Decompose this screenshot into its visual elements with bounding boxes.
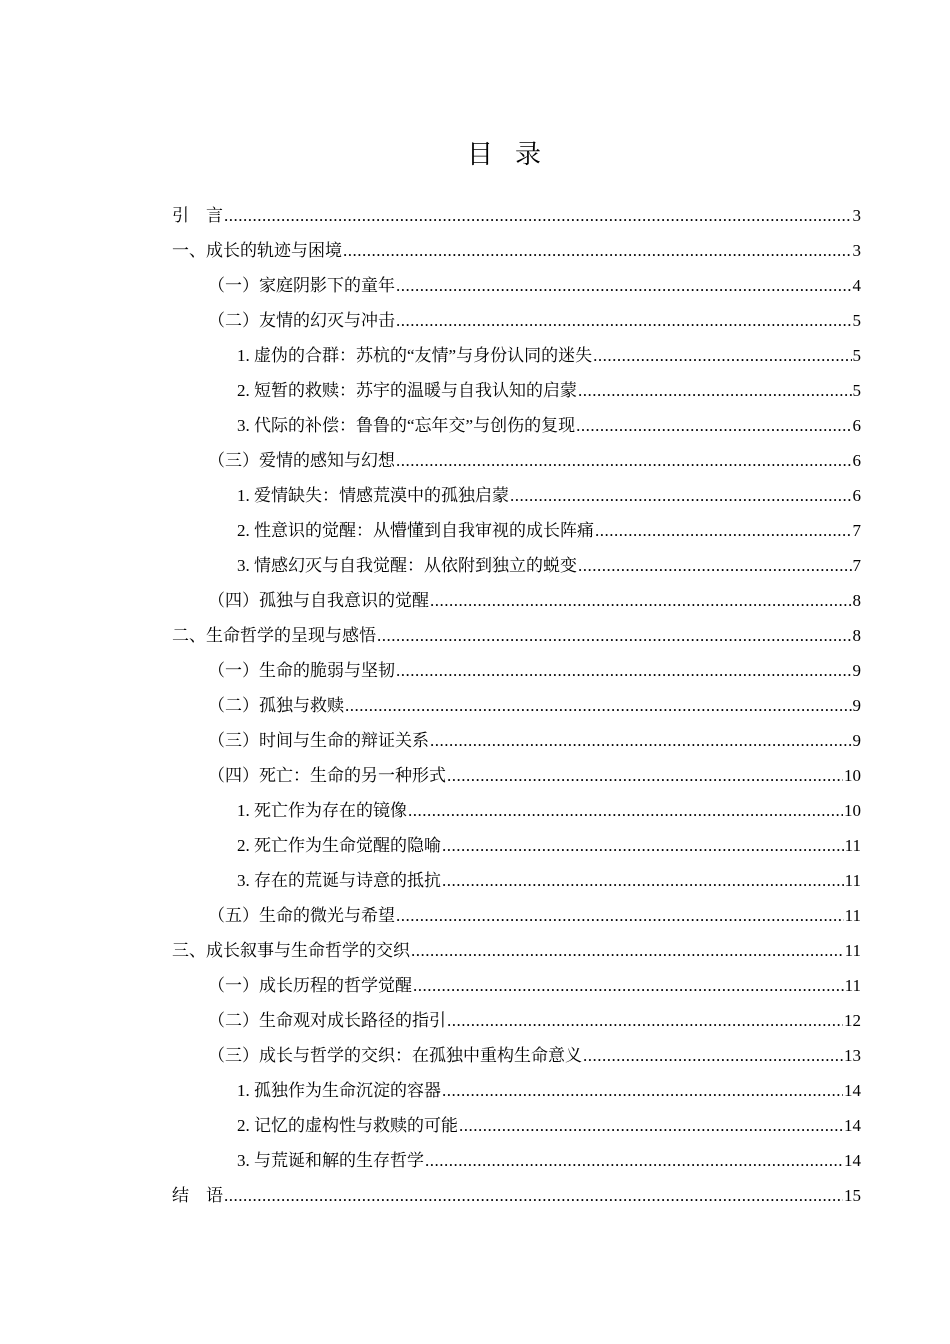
toc-entry-label: 1. 爱情缺失：情感荒漠中的孤独启蒙	[237, 486, 509, 505]
dot-leader	[396, 303, 852, 338]
toc-entry[interactable]	[172, 1108, 861, 1143]
toc-entry-label: 1. 孤独作为生命沉淀的容器	[237, 1081, 441, 1100]
dot-leader	[343, 233, 852, 268]
toc-entry-label: （四）死亡：生命的另一种形式	[208, 766, 446, 785]
toc-entry-label: （一）成长历程的哲学觉醒	[208, 976, 412, 995]
toc-entry[interactable]	[172, 933, 861, 968]
toc-entry-label: （三）爱情的感知与幻想	[208, 451, 395, 470]
toc-entry[interactable]	[172, 373, 861, 408]
toc-entry[interactable]	[172, 1003, 861, 1038]
toc-entry-page: 11	[844, 941, 861, 960]
toc-entry-page: 14	[844, 1151, 861, 1170]
dot-leader	[396, 443, 852, 478]
toc-entry[interactable]	[172, 548, 861, 583]
toc-entry[interactable]	[172, 723, 861, 758]
table-of-contents	[172, 198, 861, 1213]
toc-entry-label: 一、成长的轨迹与困境	[172, 241, 342, 260]
dot-leader	[447, 1003, 843, 1038]
toc-entry[interactable]	[172, 198, 861, 233]
toc-entry-label: （二）孤独与救赎	[208, 696, 344, 715]
toc-entry[interactable]	[172, 618, 861, 653]
dot-leader	[413, 968, 844, 1003]
toc-entry-label: 引 言	[172, 206, 223, 225]
toc-entry-label: （三）成长与哲学的交织：在孤独中重构生命意义	[208, 1046, 582, 1065]
toc-entry-label: 结 语	[172, 1186, 223, 1205]
toc-entry-label: 1. 死亡作为存在的镜像	[237, 801, 407, 820]
toc-entry-label: 3. 代际的补偿：鲁鲁的“忘年交”与创伤的复现	[237, 416, 576, 435]
toc-entry-label: （四）孤独与自我意识的觉醒	[208, 591, 429, 610]
dot-leader	[583, 1038, 843, 1073]
dot-leader	[408, 793, 843, 828]
toc-entry[interactable]	[172, 898, 861, 933]
dot-leader	[447, 758, 843, 793]
dot-leader	[510, 478, 852, 513]
toc-entry[interactable]	[172, 1038, 861, 1073]
toc-entry-page: 8	[852, 591, 861, 610]
toc-entry-page: 13	[844, 1046, 861, 1065]
toc-entry[interactable]	[172, 653, 861, 688]
dot-leader	[459, 1108, 843, 1143]
toc-entry-label: （五）生命的微光与希望	[208, 906, 395, 925]
toc-entry[interactable]	[172, 303, 861, 338]
dot-leader	[430, 583, 852, 618]
toc-entry-page: 6	[852, 451, 861, 470]
toc-entry[interactable]	[172, 793, 861, 828]
toc-entry-page: 3	[852, 241, 861, 260]
toc-entry-page: 12	[844, 1011, 861, 1030]
toc-entry[interactable]	[172, 478, 861, 513]
toc-entry-label: （二）友情的幻灭与冲击	[208, 311, 395, 330]
dot-leader	[430, 723, 852, 758]
dot-leader	[593, 338, 851, 373]
dot-leader	[224, 198, 852, 233]
toc-entry[interactable]	[172, 408, 861, 443]
toc-entry-page: 8	[852, 626, 861, 645]
toc-entry-page: 11	[844, 871, 861, 890]
toc-entry-page: 6	[852, 416, 861, 435]
toc-entry-label: （二）生命观对成长路径的指引	[208, 1011, 446, 1030]
toc-entry[interactable]	[172, 233, 861, 268]
dot-leader	[411, 933, 844, 968]
dot-leader	[442, 1073, 843, 1108]
toc-entry[interactable]	[172, 828, 861, 863]
toc-entry-page: 7	[852, 556, 861, 575]
toc-entry-page: 6	[852, 486, 861, 505]
toc-entry-page: 5	[852, 311, 861, 330]
toc-entry-page: 15	[844, 1186, 861, 1205]
dot-leader	[345, 688, 852, 723]
toc-entry-label: （一）家庭阴影下的童年	[208, 276, 395, 295]
toc-entry-label: （一）生命的脆弱与坚韧	[208, 661, 395, 680]
toc-entry-page: 14	[844, 1081, 861, 1100]
toc-entry[interactable]	[172, 443, 861, 478]
toc-entry-label: 2. 记忆的虚构性与救赎的可能	[237, 1116, 458, 1135]
toc-entry-label: 1. 虚伪的合群：苏杭的“友情”与身份认同的迷失	[237, 346, 593, 365]
toc-entry-page: 11	[844, 976, 861, 995]
toc-entry-label: 2. 死亡作为生命觉醒的隐喻	[237, 836, 441, 855]
dot-leader	[396, 898, 844, 933]
toc-entry-page: 5	[852, 346, 861, 365]
toc-entry[interactable]	[172, 583, 861, 618]
dot-leader	[442, 863, 844, 898]
toc-entry-page: 9	[852, 731, 861, 750]
toc-entry[interactable]	[172, 338, 861, 373]
toc-entry-page: 3	[852, 206, 861, 225]
dot-leader	[576, 408, 851, 443]
toc-entry-page: 14	[844, 1116, 861, 1135]
toc-entry-label: 2. 短暂的救赎：苏宇的温暖与自我认知的启蒙	[237, 381, 577, 400]
toc-entry-page: 7	[852, 521, 861, 540]
toc-entry-label: 3. 情感幻灭与自我觉醒：从依附到独立的蜕变	[237, 556, 577, 575]
toc-entry[interactable]	[172, 863, 861, 898]
toc-entry-page: 11	[844, 836, 861, 855]
toc-entry[interactable]	[172, 1178, 861, 1213]
dot-leader	[442, 828, 844, 863]
dot-leader	[578, 373, 852, 408]
toc-entry[interactable]	[172, 688, 861, 723]
dot-leader	[595, 513, 852, 548]
toc-entry-page: 9	[852, 696, 861, 715]
dot-leader	[377, 618, 852, 653]
dot-leader	[396, 653, 852, 688]
toc-entry-page: 10	[844, 766, 861, 785]
toc-entry-label: 2. 性意识的觉醒：从懵懂到自我审视的成长阵痛	[237, 521, 594, 540]
toc-entry-page: 11	[844, 906, 861, 925]
toc-entry-label: 三、成长叙事与生命哲学的交织	[172, 941, 410, 960]
toc-entry[interactable]	[172, 758, 861, 793]
dot-leader	[224, 1178, 843, 1213]
toc-entry-page: 4	[852, 276, 861, 295]
toc-entry[interactable]	[172, 968, 861, 1003]
toc-entry-page: 5	[852, 381, 861, 400]
toc-entry-page: 9	[852, 661, 861, 680]
dot-leader	[425, 1143, 843, 1178]
toc-entry-label: （三）时间与生命的辩证关系	[208, 731, 429, 750]
page-title: 目录	[466, 140, 563, 170]
toc-entry-label: 二、生命哲学的呈现与感悟	[172, 626, 376, 645]
dot-leader	[396, 268, 852, 303]
dot-leader	[578, 548, 852, 583]
toc-entry[interactable]	[172, 513, 861, 548]
toc-entry[interactable]	[172, 1073, 861, 1108]
toc-entry[interactable]	[172, 268, 861, 303]
toc-entry-label: 3. 存在的荒诞与诗意的抵抗	[237, 871, 441, 890]
toc-entry-label: 3. 与荒诞和解的生存哲学	[237, 1151, 424, 1170]
toc-entry-page: 10	[844, 801, 861, 820]
toc-entry[interactable]	[172, 1143, 861, 1178]
